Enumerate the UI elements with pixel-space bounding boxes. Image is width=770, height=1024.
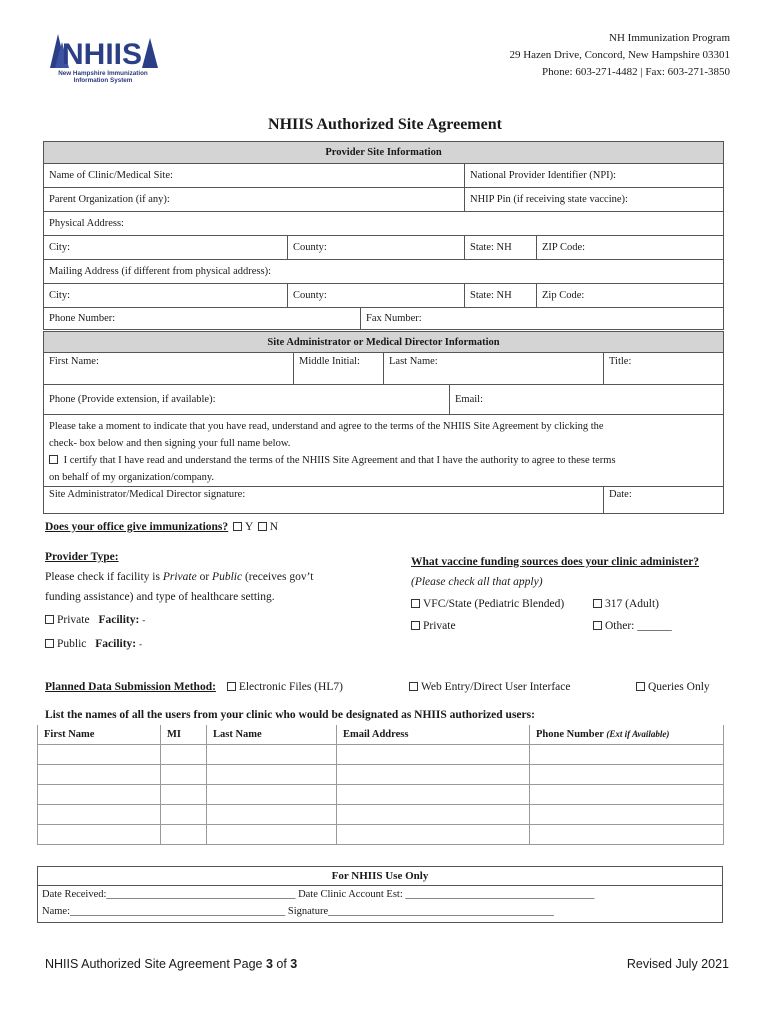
public-checkbox[interactable] <box>45 639 54 648</box>
web-entry-checkbox[interactable] <box>409 682 418 691</box>
vfc-label: VFC/State (Pediatric Blended) <box>423 598 565 610</box>
public-facility-label: Facility: <box>95 638 137 650</box>
col-first-name: First Name <box>38 725 161 745</box>
fax-field[interactable]: Fax Number: <box>361 308 724 330</box>
provider-site-heading: Provider Site Information <box>44 142 724 164</box>
signature-field[interactable]: Site Administrator/Medical Director signature: <box>44 487 604 514</box>
funding-note: (Please check all that apply) <box>411 576 543 588</box>
page-title: NHIIS Authorized Site Agreement <box>268 116 502 133</box>
provider-type-desc-2: funding assistance) and type of healthcare setting. <box>45 591 275 603</box>
date-received-field[interactable]: Date Received:____________________________________ <box>42 889 299 900</box>
header-phone-fax: Phone: 603-271-4482 | Fax: 603-271-3850 <box>542 66 730 78</box>
state-field: State: NH <box>465 236 537 260</box>
middle-initial-field[interactable]: Middle Initial: <box>294 353 384 385</box>
physical-address-field[interactable]: Physical Address: <box>44 212 724 236</box>
provider-site-table <box>43 141 724 330</box>
admin-date-field[interactable]: Date: <box>604 487 724 514</box>
immunizations-no-checkbox[interactable] <box>258 522 267 531</box>
submission-label: Planned Data Submission Method: <box>45 681 216 693</box>
header-program: NH Immunization Program <box>609 32 730 44</box>
funding-private-label: Private <box>423 620 456 632</box>
web-entry-row <box>409 681 570 693</box>
funding-other-checkbox[interactable] <box>593 621 602 630</box>
nhiis-logo <box>46 28 158 88</box>
title-field[interactable]: Title: <box>604 353 724 385</box>
zip2-field[interactable]: Zip Code: <box>537 284 724 308</box>
state2-field: State: NH <box>465 284 537 308</box>
funding-vfc-row <box>411 598 564 610</box>
web-entry-label: Web Entry/Direct User Interface <box>421 681 571 693</box>
admin-email-field[interactable]: Email: <box>450 385 724 415</box>
agree-text-2: check- box below and then signing your full name below. <box>49 438 291 449</box>
last-name-field[interactable]: Last Name: <box>384 353 604 385</box>
funding-317-row <box>593 598 659 610</box>
col-phone-note: (Ext if Available) <box>606 729 670 739</box>
agree-text-1: Please take a moment to indicate that you have read, understand and agree to the terms of the NHIIS Site Agreement by clicking the <box>49 421 604 432</box>
user-row[interactable] <box>38 765 724 785</box>
private-facility-row <box>45 614 145 626</box>
private-label: Private <box>57 614 90 626</box>
county-field[interactable] <box>288 236 465 260</box>
zip-field[interactable]: ZIP Code: <box>537 236 724 260</box>
immunizations-yes-checkbox[interactable] <box>233 522 242 531</box>
footer-of: of <box>272 957 291 971</box>
admin-heading: Site Administrator or Medical Director Information <box>44 332 724 353</box>
footer-doc-title: NHIIS Authorized Site Agreement Page <box>45 957 266 971</box>
county2-field[interactable] <box>288 284 465 308</box>
users-heading: List the names of all the users from your clinic who would be designated as NHIIS authorized users: <box>45 709 535 721</box>
col-email: Email Address <box>337 725 530 745</box>
queries-label: Queries Only <box>648 681 710 693</box>
electronic-checkbox[interactable] <box>227 682 236 691</box>
county2-label: County: <box>293 290 327 301</box>
funding-other-label: Other: ______ <box>605 620 672 632</box>
immunizations-question: Does your office give immunizations? <box>45 521 229 533</box>
admin-table <box>43 331 724 514</box>
private-word: Private <box>162 571 197 583</box>
funding-private-row <box>411 620 456 632</box>
or-word: or <box>196 571 213 583</box>
submission-row <box>45 681 343 693</box>
nhiis-use-divider <box>38 885 722 886</box>
private-facility-label: Facility: <box>98 614 140 626</box>
funding-private-checkbox[interactable] <box>411 621 420 630</box>
col-mi: MI <box>161 725 207 745</box>
vfc-checkbox[interactable] <box>411 599 420 608</box>
col-last-name: Last Name <box>207 725 337 745</box>
footer-total: 3 <box>290 957 298 971</box>
certify-checkbox[interactable] <box>49 455 58 464</box>
user-row[interactable] <box>38 805 724 825</box>
immunizations-row <box>45 521 278 533</box>
npi-field[interactable]: National Provider Identifier (NPI): <box>465 164 724 188</box>
provider-type-desc-a: Please check if facility is <box>45 571 163 583</box>
public-label: Public <box>57 638 87 650</box>
admin-phone-field[interactable]: Phone (Provide extension, if available): <box>44 385 450 415</box>
public-word: Public <box>212 571 243 583</box>
nhiis-signature-field[interactable]: Signature___________________________________________ <box>287 906 554 917</box>
city2-field[interactable]: City: <box>44 284 288 308</box>
public-facility-row <box>45 638 142 650</box>
header-address: 29 Hazen Drive, Concord, New Hampshire 03301 <box>509 49 730 61</box>
private-checkbox[interactable] <box>45 615 54 624</box>
private-facility-value[interactable]: - <box>142 615 146 625</box>
adult317-checkbox[interactable] <box>593 599 602 608</box>
date-clinic-field[interactable]: Date Clinic Account Est: ____________________________________ <box>298 889 595 900</box>
mailing-address-field[interactable]: Mailing Address (if different from physical address): <box>44 260 724 284</box>
immunizations-no-label: N <box>269 521 279 533</box>
adult317-label: 317 (Adult) <box>605 598 659 610</box>
provider-type-heading: Provider Type: <box>45 551 119 563</box>
queries-checkbox[interactable] <box>636 682 645 691</box>
parent-org-field[interactable]: Parent Organization (if any): <box>44 188 465 212</box>
queries-row <box>636 681 710 693</box>
certify-row[interactable] <box>49 452 718 469</box>
nhip-pin-field[interactable]: NHIP Pin (if receiving state vaccine): <box>465 188 724 212</box>
user-row[interactable] <box>38 825 724 845</box>
first-name-field[interactable]: First Name: <box>44 353 294 385</box>
immunizations-yes-label: Y <box>245 521 253 533</box>
provider-type-desc-b: (receives gov’t <box>242 571 314 583</box>
footer-revised: Revised July 2021 <box>626 957 729 971</box>
provider-type-desc <box>45 571 313 583</box>
electronic-label: Electronic Files (HL7) <box>238 681 343 693</box>
nhiis-use-line2 <box>42 906 554 917</box>
phone-field[interactable]: Phone Number: <box>44 308 361 330</box>
logo-subtitle: New Hampshire Immunization Information System <box>58 70 148 84</box>
nhiis-name-field[interactable]: Name:_________________________________________ <box>42 906 288 917</box>
certify-text-1: I certify that I have read and understand the terms of the NHIIS Site Agreement and that I have the authority to agree to these terms <box>63 455 616 466</box>
funding-question: What vaccine funding sources does your clinic administer? <box>411 556 700 568</box>
public-facility-value[interactable]: - <box>139 639 143 649</box>
logo-text: NHIIS <box>61 38 143 68</box>
footer-page: 3 <box>265 957 273 971</box>
city-field[interactable]: City: <box>44 236 288 260</box>
nhiis-use-line1 <box>42 889 594 900</box>
user-row[interactable] <box>38 785 724 805</box>
nhiis-use-heading: For NHIIS Use Only <box>331 870 429 882</box>
nhiis-logo-mark <box>46 28 158 68</box>
users-table <box>37 725 724 845</box>
certify-text-2: on behalf of my organization/company. <box>49 472 215 483</box>
agreement-block <box>44 415 724 487</box>
clinic-name-field[interactable]: Name of Clinic/Medical Site: <box>44 164 465 188</box>
footer-page-info <box>45 957 297 971</box>
funding-other-row <box>593 620 672 632</box>
user-row[interactable] <box>38 745 724 765</box>
col-phone-label: Phone Number <box>536 729 604 740</box>
nhiis-use-box <box>37 866 723 923</box>
col-phone <box>530 725 724 745</box>
county-label: County: <box>293 242 327 253</box>
